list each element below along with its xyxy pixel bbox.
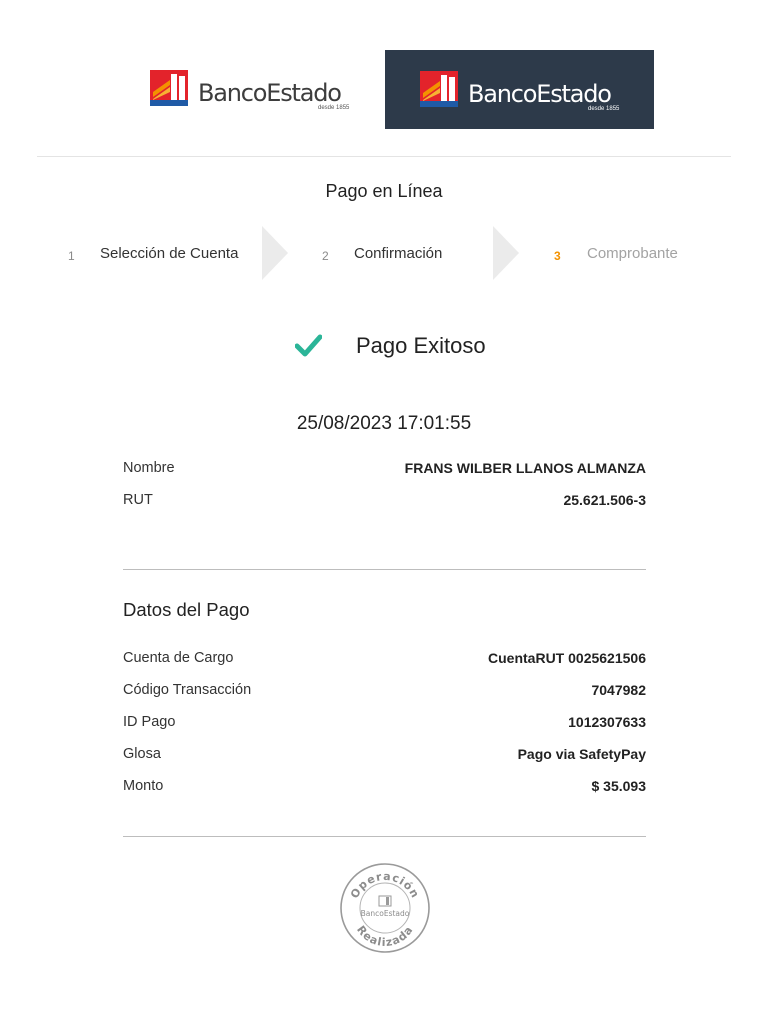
page-title: Pago en Línea: [325, 181, 443, 201]
detail-value: 7047982: [591, 682, 646, 698]
brand-wordmark: BancoEstado: [198, 79, 341, 107]
detail-value: FRANS WILBER LLANOS ALMANZA: [404, 460, 646, 476]
step-1-number: 1: [68, 249, 75, 263]
bancoestado-logo-dark: [420, 71, 630, 115]
detail-label: Monto: [123, 778, 164, 794]
detail-value: 25.621.506-3: [563, 492, 646, 508]
detail-row-glosa: [123, 746, 646, 766]
bancoestado-logo-icon: [420, 71, 458, 107]
detail-value: 1012307633: [568, 714, 646, 730]
detail-label: Código Transacción: [123, 682, 252, 698]
stamp-bottom-text: Realizada: [354, 923, 416, 950]
brand-since: desde 1855: [588, 106, 620, 112]
detail-row-nombre: [123, 460, 646, 480]
step-2-number: 2: [322, 249, 329, 263]
operacion-realizada-stamp: [339, 862, 431, 954]
payment-section-title: Datos del Pago: [123, 599, 250, 620]
detail-row-id-pago: [123, 714, 646, 734]
section-divider: [123, 569, 646, 570]
detail-label: RUT: [123, 492, 153, 508]
header-divider: [37, 156, 731, 157]
step-1-label: Selección de Cuenta: [100, 245, 239, 262]
detail-row-monto: [123, 778, 646, 798]
detail-value: CuentaRUT 0025621506: [488, 650, 646, 666]
brand-wordmark: BancoEstado: [468, 80, 611, 108]
bancoestado-logo-dark-panel: [385, 50, 654, 129]
detail-row-rut: [123, 492, 646, 512]
stamp-bank-icon: [379, 896, 391, 906]
brand-since: desde 1855: [318, 105, 350, 111]
detail-label: Nombre: [123, 460, 175, 476]
step-3-label: Comprobante: [587, 245, 678, 262]
step-3-number: 3: [554, 249, 561, 263]
step-2-label: Confirmación: [354, 245, 443, 262]
step-separator-arrow-icon: [493, 226, 519, 280]
detail-value: Pago via SafetyPay: [517, 746, 646, 762]
detail-row-cuenta-cargo: [123, 650, 646, 670]
detail-label: Cuenta de Cargo: [123, 650, 234, 666]
bancoestado-logo: [150, 70, 360, 114]
detail-label: Glosa: [123, 746, 161, 762]
stamp-center-text: BancoEstado: [360, 909, 410, 918]
section-divider: [123, 836, 646, 837]
detail-label: ID Pago: [123, 714, 176, 730]
bancoestado-logo-icon: [150, 70, 188, 106]
step-separator-arrow-icon: [262, 226, 288, 280]
svg-text:Realizada: [354, 923, 416, 949]
transaction-datetime: 25/08/2023 17:01:55: [296, 413, 472, 434]
detail-value: $ 35.093: [591, 778, 646, 794]
stamp-top-text: Operación: [347, 869, 423, 901]
success-title: Pago Exitoso: [356, 333, 486, 358]
check-icon: [295, 334, 322, 358]
detail-row-codigo-transaccion: [123, 682, 646, 702]
